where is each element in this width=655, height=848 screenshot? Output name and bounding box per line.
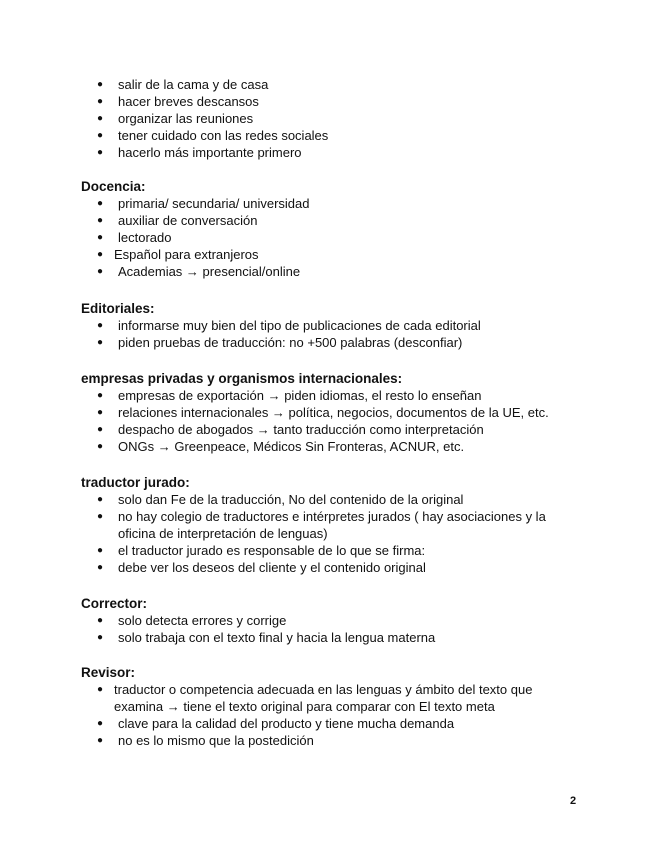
list-item-text: organizar las reuniones [118,111,254,126]
bullet-icon: ● [97,147,104,158]
section-empresas-privadas [81,370,581,455]
list-item [81,612,581,629]
bullet-icon: ● [97,407,104,418]
bullet-list [81,612,581,646]
bullet-list [81,76,581,161]
list-item [81,491,581,508]
list-item [81,76,581,93]
list-item-text: ONGs → Greenpeace, Médicos Sin Fronteras, ACNUR, etc. [118,439,465,454]
list-item-text: informarse muy bien del tipo de publicaciones de cada editorial [118,318,481,333]
bullet-icon: ● [97,232,104,243]
bullet-list [81,681,581,749]
list-item-text: Academias → presencial/online [118,264,301,279]
bullet-icon: ● [97,511,104,522]
section-heading: empresas privadas y organismos internacionales: [81,371,403,386]
bullet-icon: ● [97,266,104,277]
bullet-icon: ● [97,96,104,107]
list-item-text: Español para extranjeros [114,247,259,262]
list-item-text: solo detecta errores y corrige [118,613,287,628]
list-item [81,387,581,404]
list-item-text: lectorado [118,230,172,245]
list-item-text: solo dan Fe de la traducción, No del contenido de la original [118,492,464,507]
list-item [81,732,581,749]
list-item-text: solo trabaja con el texto final y hacia la lengua materna [118,630,436,645]
section-editoriales [81,300,581,351]
list-item-text: primaria/ secundaria/ universidad [118,196,310,211]
bullet-icon: ● [97,130,104,141]
section-corrector [81,595,581,646]
list-item-text: traductor o competencia adecuada en las lenguas y ámbito del texto que examina → tiene el texto original para comparar con El texto meta [114,682,533,714]
list-item [81,144,581,161]
list-item [81,681,581,715]
list-item [81,421,581,438]
bullet-icon: ● [97,198,104,209]
list-item-text: empresas de exportación → piden idiomas, el resto lo enseñan [118,388,482,403]
list-item [81,246,581,263]
list-item-text: piden pruebas de traducción: no +500 palabras (desconfiar) [118,335,463,350]
list-item [81,542,581,559]
list-item [81,93,581,110]
list-item [81,212,581,229]
section-docencia [81,178,581,280]
list-item [81,438,581,455]
list-item [81,229,581,246]
list-item [81,263,581,280]
list-item [81,334,581,351]
list-item [81,629,581,646]
bullet-icon: ● [97,441,104,452]
bullet-icon: ● [97,684,104,695]
bullet-icon: ● [97,562,104,573]
bullet-list [81,195,581,280]
list-item-text: no hay colegio de traductores e intérpretes jurados ( hay asociaciones y la oficina de interpretación de lenguas) [118,509,546,541]
list-item-text: tener cuidado con las redes sociales [118,128,329,143]
list-item-text: despacho de abogados → tanto traducción como interpretación [118,422,484,437]
bullet-icon: ● [97,337,104,348]
bullet-icon: ● [97,215,104,226]
list-item [81,559,581,576]
list-item-text: salir de la cama y de casa [118,77,269,92]
bullet-icon: ● [97,113,104,124]
bullet-list [81,491,581,576]
page-number: 2 [570,795,577,807]
list-item-text: hacerlo más importante primero [118,145,302,160]
bullet-icon: ● [97,615,104,626]
section-untitled-tips [81,76,581,161]
bullet-list [81,387,581,455]
list-item-text: clave para la calidad del producto y tiene mucha demanda [118,716,455,731]
list-item [81,508,581,542]
bullet-icon: ● [97,320,104,331]
list-item-text: no es lo mismo que la postedición [118,733,314,748]
section-heading: Corrector: [81,596,148,611]
bullet-icon: ● [97,632,104,643]
section-traductor-jurado [81,474,581,576]
section-heading: Docencia: [81,179,146,194]
bullet-icon: ● [97,545,104,556]
bullet-icon: ● [97,249,104,260]
bullet-icon: ● [97,390,104,401]
list-item [81,110,581,127]
section-heading: Revisor: [81,665,136,680]
section-revisor [81,664,581,749]
list-item-text: el traductor jurado es responsable de lo que se firma: [118,543,426,558]
bullet-icon: ● [97,424,104,435]
bullet-list [81,317,581,351]
list-item [81,404,581,421]
list-item [81,127,581,144]
list-item-text: auxiliar de conversación [118,213,258,228]
section-heading: traductor jurado: [81,475,190,490]
list-item [81,317,581,334]
list-item [81,195,581,212]
bullet-icon: ● [97,79,104,90]
section-heading: Editoriales: [81,301,155,316]
list-item-text: debe ver los deseos del cliente y el contenido original [118,560,426,575]
list-item-text: hacer breves descansos [118,94,259,109]
bullet-icon: ● [97,735,104,746]
list-item [81,715,581,732]
bullet-icon: ● [97,718,104,729]
bullet-icon: ● [97,494,104,505]
list-item-text: relaciones internacionales → política, negocios, documentos de la UE, etc. [118,405,549,420]
